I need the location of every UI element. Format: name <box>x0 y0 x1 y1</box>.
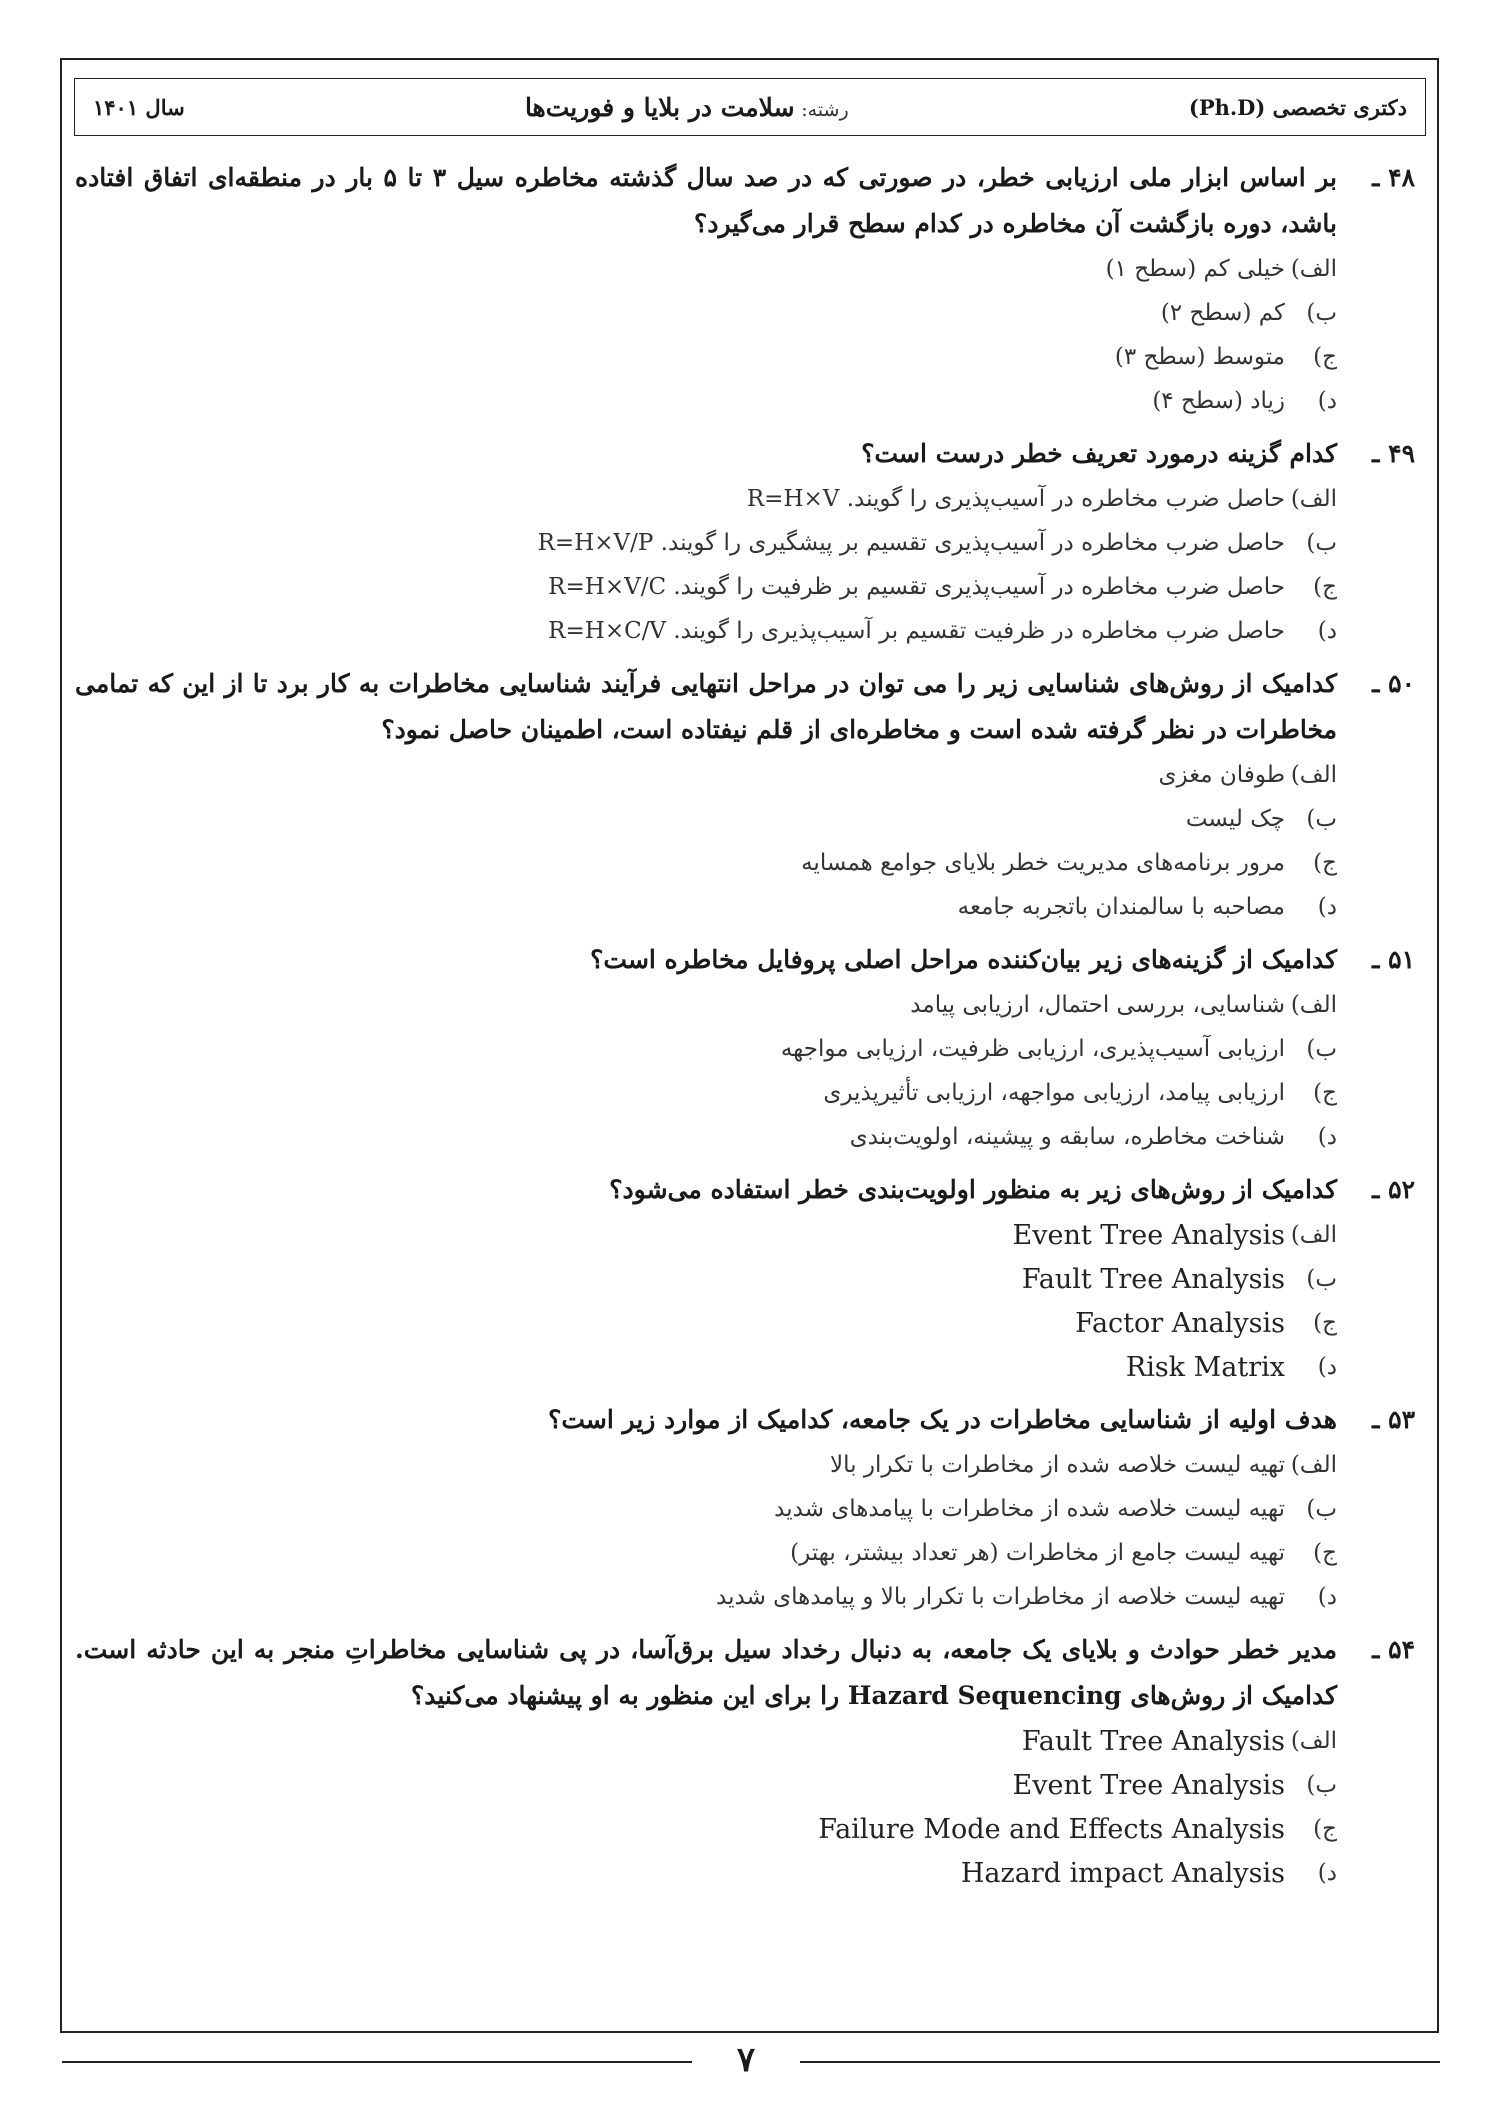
option-text: شناسایی، بررسی احتمال، ارزیابی پیامد <box>910 992 1285 1018</box>
option-text: زیاد (سطح ۴) <box>1152 388 1285 414</box>
question-number: ۵۲ ـ <box>1372 1175 1415 1204</box>
question-49 <box>75 431 1415 653</box>
question-text: کدامیک از گزینه‌های زیر بیان‌کننده مراحل اصلی پروفایل مخاطره است؟ <box>590 945 1337 974</box>
question-number: ۴۸ ـ <box>1372 163 1415 192</box>
option-label: الف) <box>1290 1728 1337 1754</box>
option-b <box>75 797 1337 841</box>
option-text: کم (سطح ۲) <box>1160 300 1285 326</box>
footer-rule-left <box>62 2061 692 2063</box>
option-label: ج) <box>1313 1540 1337 1566</box>
exam-year: سال ۱۴۰۱ <box>93 94 185 120</box>
option-label: الف) <box>1290 992 1337 1018</box>
question-54 <box>75 1627 1415 1895</box>
option-d <box>75 1115 1337 1159</box>
option-c <box>75 1071 1337 1115</box>
option-label: ب) <box>1306 1496 1337 1522</box>
option-text: Failure Mode and Effects Analysis <box>818 1813 1285 1845</box>
field-name: سلامت در بلایا و فوریت‌ها <box>524 92 795 122</box>
option-label: د) <box>1317 388 1337 414</box>
option-a <box>75 477 1337 521</box>
option-b <box>75 521 1337 565</box>
option-label: د) <box>1317 894 1337 920</box>
option-text: تهیه لیست خلاصه از مخاطرات با تکرار بالا و پیامدهای شدید <box>716 1584 1285 1610</box>
option-label: الف) <box>1290 1452 1337 1478</box>
option-text: متوسط (سطح ۳) <box>1114 344 1285 370</box>
option-label: د) <box>1317 1354 1337 1380</box>
option-label: د) <box>1317 618 1337 644</box>
option-d <box>75 1851 1337 1895</box>
option-c <box>75 841 1337 885</box>
option-text: تهیه لیست خلاصه شده از مخاطرات با پیامدهای شدید <box>774 1496 1285 1522</box>
option-d <box>75 1345 1337 1389</box>
option-a <box>75 753 1337 797</box>
question-53 <box>75 1397 1415 1619</box>
option-text: Fault Tree Analysis <box>1021 1725 1285 1757</box>
question-text-part: مدیر خطر حوادث و بلایای یک جامعه، به دنبال رخداد سیل برق‌آسا، در پی شناسایی مخاطراتِ منجر به این حادثه است. کدامیک از روش‌های <box>75 1635 1337 1710</box>
option-label: ب) <box>1306 1772 1337 1798</box>
exam-title: دکتری تخصصی (Ph.D) <box>1188 94 1407 120</box>
option-label: الف) <box>1290 1222 1337 1248</box>
option-text: Fault Tree Analysis <box>1021 1263 1285 1295</box>
option-text: حاصل ضرب مخاطره در آسیب‌پذیری تقسیم بر پیشگیری را گویند. R=H×V/P <box>537 530 1285 556</box>
option-text: Hazard impact Analysis <box>960 1857 1285 1889</box>
option-a <box>75 1443 1337 1487</box>
question-number: ۵۴ ـ <box>1372 1635 1415 1664</box>
option-text: Event Tree Analysis <box>1012 1769 1285 1801</box>
option-label: ب) <box>1306 806 1337 832</box>
question-text-part: را برای این منظور به او پیشنهاد می‌کنید؟ <box>411 1681 848 1710</box>
question-text: بر اساس ابزار ملی ارزیابی خطر، در صورتی که در صد سال گذشته مخاطره سیل ۳ تا ۵ بار در منطقه‌ای اتفاق افتاده باشد، دوره بازگشت آن مخاطره در کدام سطح قرار می‌گیرد؟ <box>75 163 1338 238</box>
option-label: ج) <box>1313 574 1337 600</box>
question-52 <box>75 1167 1415 1389</box>
option-text: طوفان مغزی <box>1158 762 1285 788</box>
option-label: د) <box>1317 1124 1337 1150</box>
question-text <box>75 1627 1337 1719</box>
option-a <box>75 983 1337 1027</box>
option-text: شناخت مخاطره، سابقه و پیشینه، اولویت‌بندی <box>849 1124 1285 1150</box>
option-d <box>75 885 1337 929</box>
question-text: هدف اولیه از شناسایی مخاطرات در یک جامعه، کدامیک از موارد زیر است؟ <box>548 1405 1337 1434</box>
option-b <box>75 1257 1337 1301</box>
option-b <box>75 291 1337 335</box>
option-text: تهیه لیست خلاصه شده از مخاطرات با تکرار بالا <box>830 1452 1285 1478</box>
option-label: ب) <box>1306 300 1337 326</box>
option-text: ارزیابی آسیب‌پذیری، ارزیابی ظرفیت، ارزیابی مواجهه <box>780 1036 1285 1062</box>
option-label: ج) <box>1313 344 1337 370</box>
option-c <box>75 565 1337 609</box>
option-c <box>75 1301 1337 1345</box>
option-c <box>75 1807 1337 1851</box>
option-a <box>75 1213 1337 1257</box>
option-text: مرور برنامه‌های مدیریت خطر بلایای جوامع همسایه <box>801 850 1285 876</box>
option-label: ب) <box>1306 530 1337 556</box>
question-number: ۵۳ ـ <box>1372 1405 1415 1434</box>
page-number: ۷ <box>736 2040 756 2080</box>
option-c <box>75 1531 1337 1575</box>
option-text: حاصل ضرب مخاطره در آسیب‌پذیری تقسیم بر ظرفیت را گویند. R=H×V/C <box>548 574 1285 600</box>
option-label: ج) <box>1313 850 1337 876</box>
option-text: حاصل ضرب مخاطره در ظرفیت تقسیم بر آسیب‌پذیری را گویند. R=H×C/V <box>548 618 1285 644</box>
option-text: تهیه لیست جامع از مخاطرات (هر تعداد بیشتر، بهتر) <box>790 1540 1285 1566</box>
question-text: کدامیک از روش‌های شناسایی زیر را می توان در مراحل انتهایی فرآیند شناسایی مخاطرات به کار برد تا از این که تمامی مخاطرات در نظر گرفته شده است و مخاطره‌ای از قلم نیفتاده است، اطمینان حاصل نمود؟ <box>75 669 1337 744</box>
option-b <box>75 1763 1337 1807</box>
page-header <box>74 78 1426 136</box>
footer-rule-right <box>800 2061 1440 2063</box>
option-a <box>75 1719 1337 1763</box>
option-label: ج) <box>1313 1080 1337 1106</box>
question-50 <box>75 661 1415 929</box>
field-block <box>525 93 849 122</box>
option-label: د) <box>1317 1584 1337 1610</box>
option-text: چک لیست <box>1185 806 1285 832</box>
option-label: الف) <box>1290 256 1337 282</box>
option-text: Risk Matrix <box>1125 1351 1285 1383</box>
question-text: کدام گزینه درمورد تعریف خطر درست است؟ <box>861 439 1337 468</box>
question-48 <box>75 155 1415 423</box>
option-c <box>75 335 1337 379</box>
option-text: مصاحبه با سالمندان باتجربه جامعه <box>957 894 1285 920</box>
option-label: الف) <box>1290 762 1337 788</box>
field-label: رشته: <box>801 98 849 121</box>
option-label: ج) <box>1313 1816 1337 1842</box>
option-d <box>75 379 1337 423</box>
option-label: ب) <box>1306 1266 1337 1292</box>
option-text: Event Tree Analysis <box>1012 1219 1285 1251</box>
question-list <box>75 155 1415 1903</box>
option-d <box>75 609 1337 653</box>
option-d <box>75 1575 1337 1619</box>
question-number: ۵۰ ـ <box>1372 669 1415 698</box>
question-text: کدامیک از روش‌های زیر به منظور اولویت‌بندی خطر استفاده می‌شود؟ <box>609 1175 1337 1204</box>
option-text: حاصل ضرب مخاطره در آسیب‌پذیری را گویند. R=H×V <box>746 486 1285 512</box>
question-method-name: Hazard Sequencing <box>847 1681 1122 1710</box>
option-text: ارزیابی پیامد، ارزیابی مواجهه، ارزیابی تأثیرپذیری <box>823 1080 1285 1106</box>
option-label: د) <box>1317 1860 1337 1886</box>
option-text: Factor Analysis <box>1075 1307 1285 1339</box>
option-text: خیلی کم (سطح ۱) <box>1105 256 1285 282</box>
option-b <box>75 1027 1337 1071</box>
option-label: ج) <box>1313 1310 1337 1336</box>
option-b <box>75 1487 1337 1531</box>
question-number: ۵۱ ـ <box>1372 945 1415 974</box>
question-number: ۴۹ ـ <box>1372 439 1415 468</box>
option-label: ب) <box>1306 1036 1337 1062</box>
question-51 <box>75 937 1415 1159</box>
option-label: الف) <box>1290 486 1337 512</box>
option-a <box>75 247 1337 291</box>
